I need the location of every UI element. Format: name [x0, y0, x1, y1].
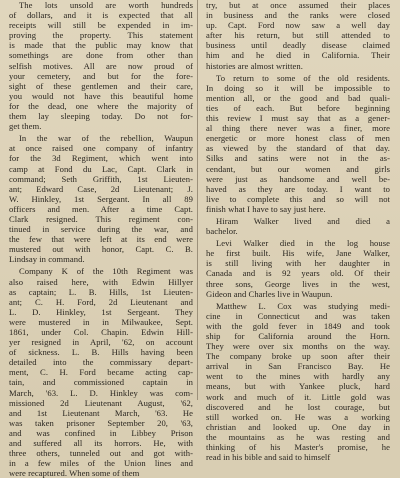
text-line: The lots unsold are worth hundreds	[19, 0, 193, 10]
text-line: ant; Edward Case, 2d Lieutenant; J.	[9, 183, 193, 194]
text-line: live to complete this and so will not	[206, 193, 390, 204]
text-line: cine in Connecticut and was taken	[206, 310, 390, 321]
text-line: selfish motives. All are now proud of	[9, 60, 193, 71]
text-line: read in his bible and said to himself	[206, 452, 331, 463]
text-line: work and much of it. Little gold was	[206, 391, 390, 402]
text-line: and 1st Lieutenant March, '63. He	[9, 407, 193, 418]
text-line: is still living with her daughter in	[206, 258, 390, 269]
text-line: ment, C. H. Ford became acting cap-	[9, 367, 193, 378]
text-line: them lay sleeping today. Do not for-	[9, 111, 193, 122]
text-line: command; Seth Griffith, 1st Lieuten-	[9, 173, 193, 184]
text-line: missioned 2d Lieutenant August, '62,	[9, 397, 193, 408]
text-line: at once raised one company of infantry	[9, 143, 193, 154]
text-line: for the 3d Regiment, which went into	[9, 153, 193, 164]
text-line: means, but with Yankee pluck, hard	[206, 381, 390, 392]
text-line: Company K of the 10th Regiment was	[19, 266, 193, 277]
column-divider	[197, 0, 198, 400]
text-line: discovered and he lost courage, but	[206, 401, 390, 412]
text-line: finish what I have to say just here.	[206, 203, 326, 214]
text-line: L. D. Hinkley, 1st Sergeant. They	[9, 306, 193, 317]
text-line: al thing there never was a finer, more	[206, 123, 390, 134]
text-line: Levi Walker died in the log house	[216, 238, 390, 249]
text-line: mention all, or the good and bad quali-	[206, 92, 390, 103]
text-line: your cemetery, and but for the fore-	[9, 70, 193, 81]
text-line: you would not have this beautiful home	[9, 90, 193, 101]
text-line: also raised here, with Edwin Hillyer	[9, 276, 193, 287]
text-line: up. Capt. Ford now saw a well day	[206, 20, 390, 31]
text-line: the mountains as he was resting and	[206, 431, 390, 442]
text-line: camp at Fond du Lac, Capt. Clark in	[9, 163, 193, 174]
text-line: get them.	[9, 121, 42, 132]
text-line: for the dead, one where the majority of	[9, 100, 193, 111]
text-line: histories are almost written.	[206, 60, 303, 71]
text-line: Clark resigned. This regiment con-	[9, 213, 193, 224]
text-line: arrival in San Francisco Bay. He	[206, 361, 390, 372]
text-line: haved as they are today. I want to	[206, 183, 390, 194]
text-line: Hiram Walker lived and died a	[216, 215, 390, 226]
text-line: thinking of his Master's promise, he	[206, 442, 390, 453]
text-line: ship for California around the Horn.	[206, 331, 390, 341]
text-line: with the gold fever in 1849 and took	[206, 320, 390, 331]
text-line: he first built. His wife, Jane Walker,	[206, 248, 390, 259]
text-line: mustered out with honor, Capt. C. B.	[9, 244, 193, 255]
text-line: were mustered in in Milwaukee, Sept.	[9, 316, 193, 327]
left-column	[9, 0, 193, 478]
text-line: Canada and is 92 years old. Of their	[206, 268, 390, 279]
text-line: were recaptured. When some of them	[9, 468, 140, 478]
text-line: in business and the ranks were closed	[206, 10, 390, 21]
text-line: still worked on. He was a working	[206, 411, 390, 422]
text-line: W. Hinkley, 1st Sergeant. In all 89	[9, 193, 193, 204]
text-line: try, but at once assumed their places	[206, 0, 390, 10]
text-line: as captain; L. B. Hills, 1st Lieuten-	[9, 286, 193, 297]
text-line: after his return, but still attended to	[206, 30, 390, 41]
text-line: energetic or more honest class of men	[206, 133, 390, 144]
text-line: Gideon and Charles live in Waupun.	[206, 288, 333, 299]
text-line: Matthew L. Cox was studying medi-	[216, 300, 390, 311]
text-line: business until deadly disease claimed	[206, 40, 390, 51]
text-line: In doing so it will be impossible to	[206, 82, 390, 93]
text-line: as viewed by the standard of that day.	[206, 143, 390, 154]
text-line: sight of these gentlemen and their care,	[9, 80, 193, 91]
text-line: proving the property. This statement	[9, 30, 193, 41]
text-line: March, '63. L. D. Hinkley was com-	[9, 387, 193, 398]
text-line: the few that were left at its end were	[9, 234, 193, 245]
text-line: and suffered all its horrors. He, with	[9, 438, 193, 449]
text-line: of dollars, and it is expected that all	[9, 10, 193, 21]
text-line: yer resigned in April, '62, on account	[9, 337, 193, 348]
text-line: three sons, George lives in the west,	[206, 278, 390, 289]
text-line: ties of each. But before beginning	[206, 102, 390, 113]
text-line: and was confined in Libbey Prison	[9, 427, 193, 438]
text-line: christian and looked up. One day in	[206, 421, 390, 432]
text-line: is made that the public may know that	[9, 40, 193, 51]
text-line: receipts will still be expended in im-	[9, 20, 193, 31]
text-line: were just as handsome and well be-	[206, 173, 390, 184]
text-line: In the war of the rebellion, Waupun	[19, 133, 193, 144]
text-line: was taken prisoner September 20, '63,	[9, 417, 193, 428]
text-line: tinued in service during the war, and	[9, 224, 193, 235]
right-column	[206, 0, 390, 462]
text-line: To return to some of the old residents.	[216, 72, 390, 83]
text-line: three others, tunneled out and got with-	[9, 448, 193, 459]
text-line: 1861, under Col. Chapin. Edwin Hill-	[9, 327, 193, 337]
text-line: him and he died in California. Their	[206, 50, 390, 61]
text-line: The company broke up soon after their	[206, 351, 390, 362]
text-line: officers and men. After a time Capt.	[9, 203, 193, 214]
text-line: went to the mines with hardly any	[206, 371, 390, 382]
text-line: tain, and commissioned captain in	[9, 377, 193, 388]
text-line: this review I must say that as a gener-	[206, 113, 390, 124]
text-line: detailed into the commissary depart-	[9, 357, 193, 368]
text-line: Lindsay in command.	[9, 254, 85, 265]
text-line: ant; C. H. Ford, 2d Lieutenant and	[9, 296, 193, 307]
text-line: cendant, but our women and girls	[206, 163, 390, 174]
text-line: bachelor.	[206, 226, 238, 237]
text-line: They were over six months on the way.	[206, 341, 390, 352]
text-line: in a few miles of the Union lines and	[9, 458, 193, 469]
text-line: somethings are done from other than	[9, 50, 193, 61]
text-line: Silks and satins were not in the as-	[206, 153, 390, 164]
text-line: of sickness. L. B. Hills having been	[9, 347, 193, 358]
